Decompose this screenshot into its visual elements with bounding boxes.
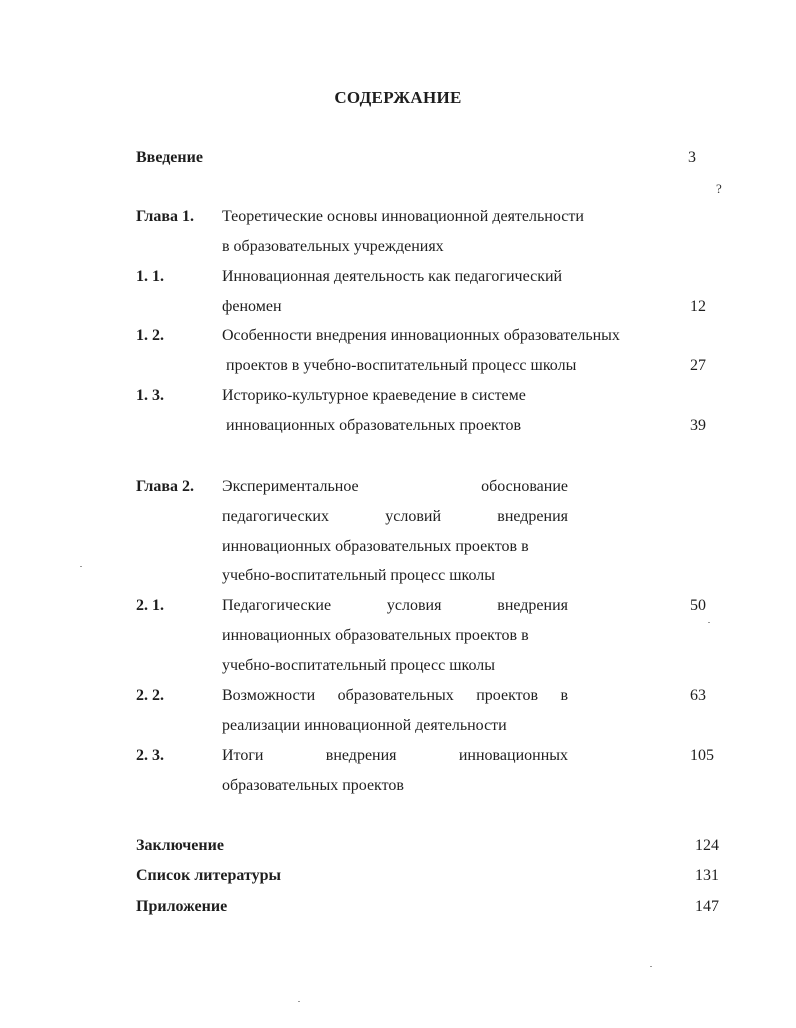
toc-entry-section-2-2-cont	[0, 716, 796, 736]
page-title: СОДЕРЖАНИЕ	[334, 88, 462, 107]
toc-title-line: образовательных проектов	[222, 777, 404, 794]
toc-label: 1. 1.	[136, 268, 164, 285]
toc-entry-intro	[0, 148, 796, 168]
toc-page-number: 27	[690, 357, 706, 374]
toc-page-number: 105	[690, 747, 714, 764]
toc-title-line: инновационных образовательных проектов	[222, 417, 522, 434]
toc-label: Глава 2.	[136, 478, 194, 495]
toc-entry-literature	[0, 866, 796, 886]
toc-title-line: Педагогические условия внедрения	[222, 597, 568, 614]
toc-entry-section-1-1-cont	[0, 297, 796, 317]
toc-label: 2. 2.	[136, 687, 164, 704]
toc-title-line: учебно-воспитательный процесс школы	[222, 567, 496, 584]
toc-title-line: проектов в учебно-воспитательный процесс школы	[222, 357, 577, 374]
toc-entry-chapter-2-cont	[0, 537, 796, 557]
toc-title-line: педагогических условий внедрения	[222, 508, 568, 525]
toc-title-line: Итоги внедрения инновационных	[222, 747, 568, 764]
toc-page-number: 12	[690, 298, 706, 315]
toc-entry-chapter-2-cont	[0, 566, 796, 586]
toc-title-line: Теоретические основы инновационной деятельности	[222, 208, 584, 225]
toc-page-number: 124	[695, 837, 719, 854]
toc-label: 2. 3.	[136, 747, 164, 764]
toc-title-line: Историко-культурное краеведение в системе	[222, 387, 526, 404]
toc-title-line: Экспериментальное обоснование	[222, 478, 568, 495]
scan-speck	[708, 622, 710, 623]
stray-mark: ?	[716, 181, 722, 196]
toc-title-line: инновационных образовательных проектов в	[222, 538, 529, 555]
toc-title-line: Особенности внедрения инновационных образовательных	[222, 327, 620, 344]
toc-label: Заключение	[136, 837, 224, 854]
toc-label: Список литературы	[136, 867, 281, 884]
toc-entry-section-2-3	[0, 746, 796, 766]
toc-title-line: реализации инновационной деятельности	[222, 717, 507, 734]
toc-page-number: 3	[688, 149, 696, 166]
scan-speck	[298, 1001, 300, 1002]
toc-entry-chapter-1-cont	[0, 237, 796, 257]
toc-entry-section-1-3-cont	[0, 416, 796, 436]
toc-label: 1. 3.	[136, 387, 164, 404]
toc-entry-chapter-2-cont	[0, 507, 796, 527]
toc-page-number: 63	[690, 687, 706, 704]
toc-entry-appendix	[0, 897, 796, 917]
toc-entry-section-2-1-cont	[0, 656, 796, 676]
toc-title-line: Инновационная деятельность как педагогический	[222, 268, 563, 285]
toc-title-line: феномен	[222, 298, 282, 315]
toc-label: Глава 1.	[136, 208, 194, 225]
toc-page-number: 50	[690, 597, 706, 614]
toc-title-line: в образовательных учреждениях	[222, 238, 444, 255]
toc-title-line: инновационных образовательных проектов в	[222, 627, 529, 644]
toc-label: Приложение	[136, 898, 228, 915]
toc-entry-chapter-1	[0, 207, 796, 227]
toc-label: 2. 1.	[136, 597, 164, 614]
toc-title-line: Возможности образовательных проектов в	[222, 687, 568, 704]
toc-entry-section-1-2-cont	[0, 356, 796, 376]
toc-entry-section-2-3-cont	[0, 776, 796, 796]
scan-speck	[80, 566, 82, 567]
toc-entry-section-2-1-cont	[0, 626, 796, 646]
toc-entry-section-1-1	[0, 267, 796, 287]
toc-label: Введение	[136, 149, 203, 166]
toc-entry-chapter-2	[0, 477, 796, 497]
scan-speck	[650, 966, 652, 967]
toc-page-number: 131	[695, 867, 719, 884]
toc-entry-section-2-1	[0, 596, 796, 616]
toc-label: 1. 2.	[136, 327, 164, 344]
toc-title-line: учебно-воспитательный процесс школы	[222, 657, 496, 674]
toc-page-number: 147	[695, 898, 719, 915]
toc-entry-conclusion	[0, 836, 796, 856]
toc-entry-section-1-2	[0, 326, 796, 346]
toc-entry-section-2-2	[0, 686, 796, 706]
toc-page-number: 39	[690, 417, 706, 434]
toc-entry-section-1-3	[0, 386, 796, 406]
